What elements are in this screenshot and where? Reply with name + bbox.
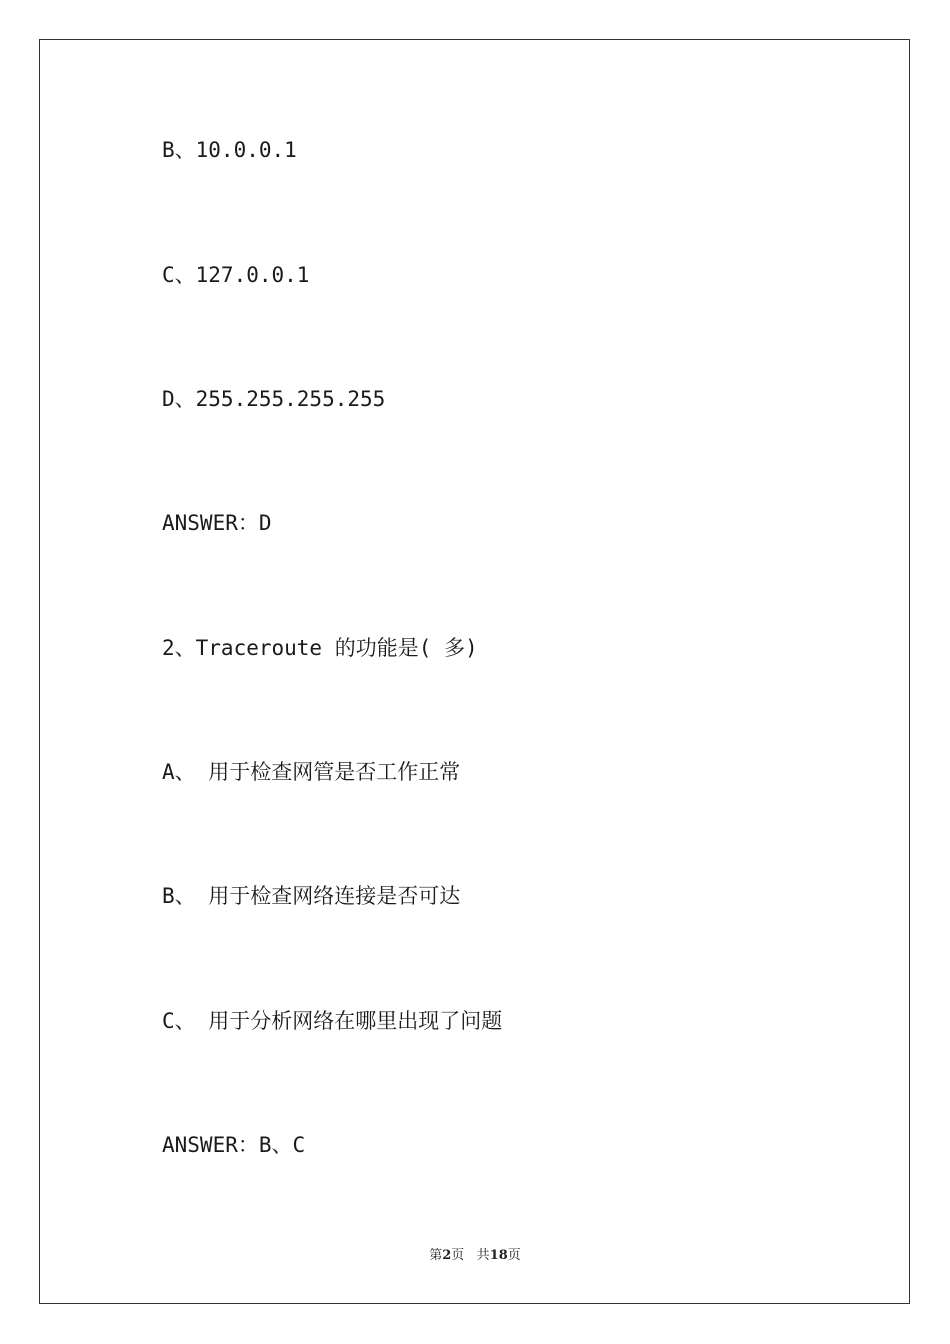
total-pages-number: 18	[489, 1248, 508, 1263]
option-a-traceroute: A、 用于检查网管是否工作正常	[162, 760, 461, 784]
answer-2: ANSWER：B、C	[162, 1133, 306, 1157]
footer-total-prefix: 共	[476, 1248, 490, 1263]
option-b-ip: B、10.0.0.1	[162, 138, 297, 162]
option-d-ip: D、255.255.255.255	[162, 387, 386, 411]
option-c-ip: C、127.0.0.1	[162, 263, 310, 287]
answer-1: ANSWER：D	[162, 511, 272, 535]
footer-prefix: 第	[429, 1248, 443, 1263]
footer-page-unit: 页	[451, 1248, 465, 1263]
option-c-traceroute: C、 用于分析网络在哪里出现了问题	[162, 1009, 503, 1033]
current-page-number: 2	[442, 1248, 452, 1263]
page-footer	[0, 1248, 950, 1264]
page-border	[39, 39, 910, 1304]
footer-total-unit: 页	[507, 1248, 521, 1263]
question-2: 2、Traceroute 的功能是( 多)	[162, 636, 478, 660]
option-b-traceroute: B、 用于检查网络连接是否可达	[162, 884, 461, 908]
